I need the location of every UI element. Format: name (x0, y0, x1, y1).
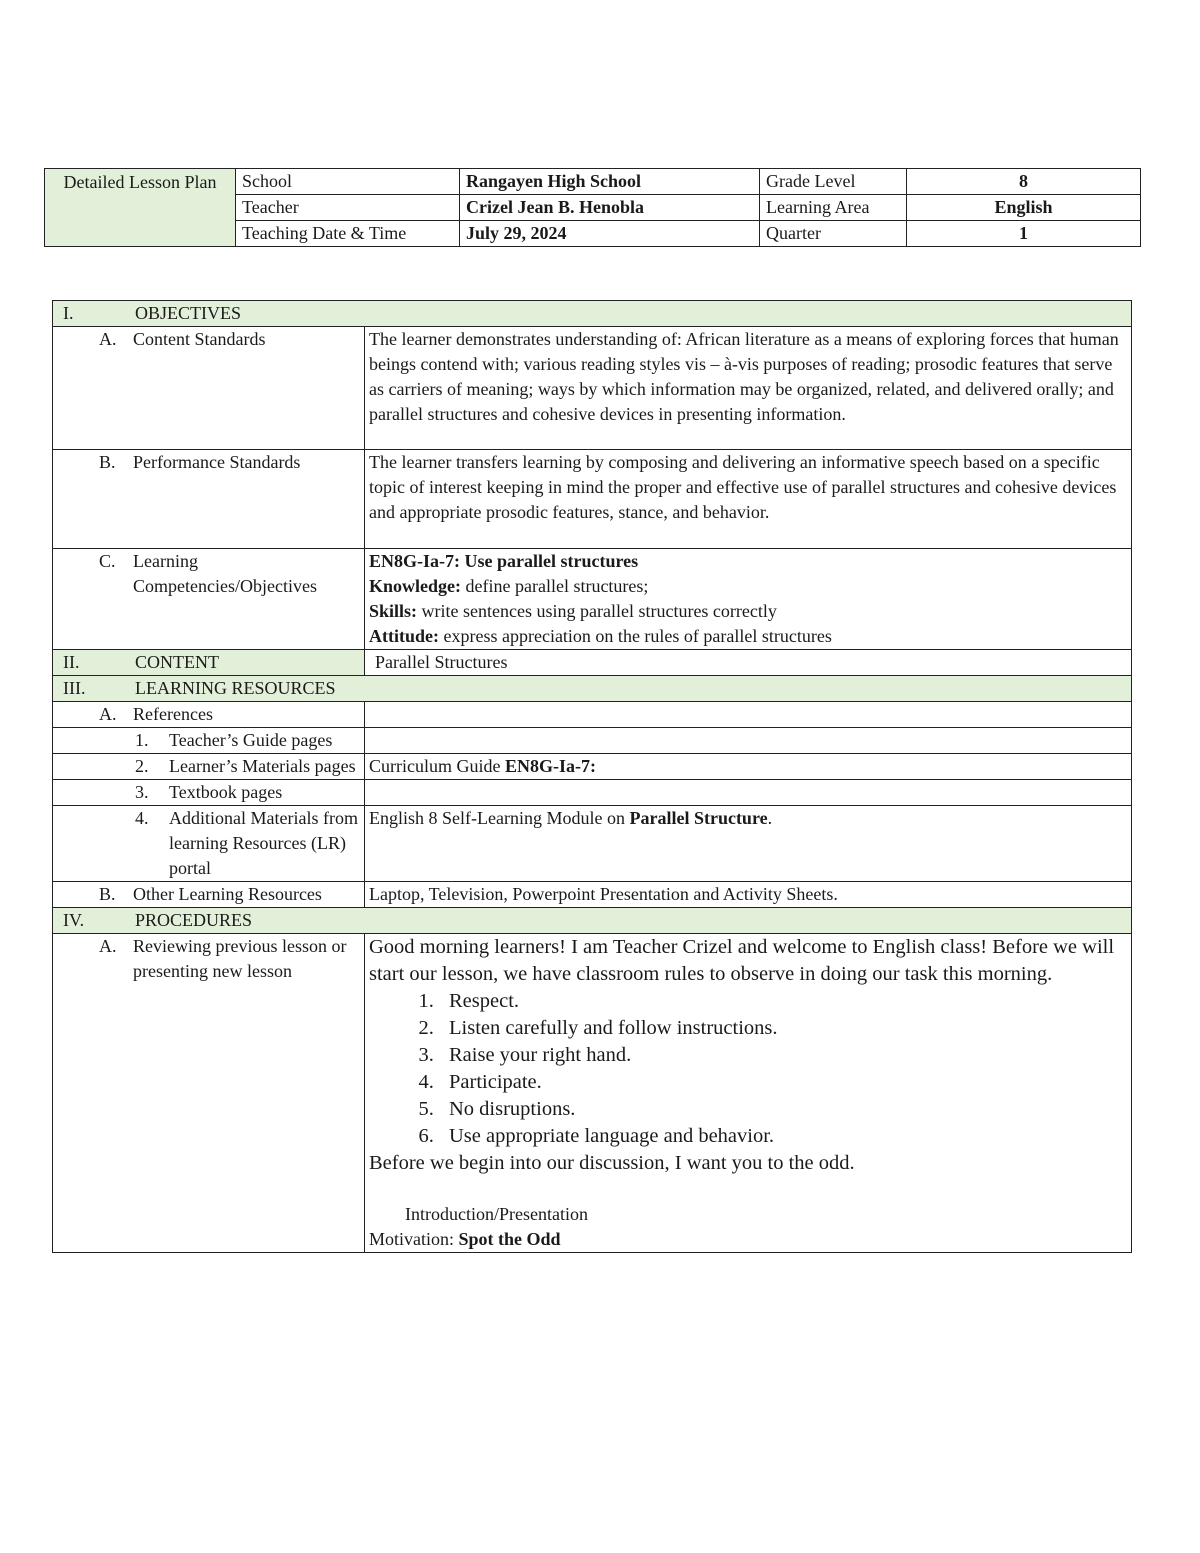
row-label: Textbook pages (169, 782, 283, 802)
phase-label: Introduction/Presentation (405, 1204, 588, 1224)
content-value: Parallel Structures (365, 650, 1132, 676)
row-label: Performance Standards (133, 452, 301, 472)
row-label: Content Standards (133, 329, 266, 349)
row-label: References (133, 704, 213, 724)
competency-code: EN8G-Ia-7: Use parallel structures (369, 551, 639, 571)
knowledge-text: define parallel structures; (461, 576, 649, 596)
quarter-value: 1 (907, 221, 1141, 247)
list-item: 1. Respect. (439, 988, 1127, 1015)
row-label: Additional Materials from learning Resources (LR) portal (169, 808, 358, 878)
teacher-label: Teacher (236, 195, 460, 221)
content-standards-row: A. Content Standards The learner demonstrates understanding of: African literature as a means of exploring forces that human beings contend with; various reading styles vis – à-vis purposes of reading; prosodic features that serve as carriers of meaning; ways by which information may be organized, related, and delivered orally; and parallel structures and cohesive devices in presenting information. (53, 327, 1132, 450)
grade-level-value: 8 (907, 169, 1141, 195)
motivation-line: Motivation: Spot the Odd (369, 1229, 561, 1249)
additional-materials-row: 4. Additional Materials from learning Resources (LR) portal English 8 Self-Learning Module on Parallel Structure. (53, 806, 1132, 882)
row-label: Learning Competencies/Objectives (133, 551, 317, 596)
textbook-row: 3. Textbook pages (53, 780, 1132, 806)
competencies-row: C. Learning Competencies/Objectives EN8G-Ia-7: Use parallel structures Knowledge: define parallel structures; Skills: write sentences using parallel structures correctly Attitude: express appreciation on the rules of parallel structures (53, 549, 1132, 650)
grade-level-label: Grade Level (760, 169, 907, 195)
reviewing-lesson-row: A. Reviewing previous lesson or presenting new lesson Good morning learners! I am Teacher Crizel and welcome to English class! Before we will start our lesson, we have classroom rules to observe in doing our task this morning. 1. Respect. 2. Listen carefully and follow instructions. 3. Raise your right hand. 4. Participate. 5. No disruptions. 6. Use appropriate language and behavior. Before we begin into our discussion, I want you to the odd. Introduction/Presentation Motivation: Spot the Odd (53, 934, 1132, 1253)
section-learning-resources: III. LEARNING RESOURCES (53, 676, 1132, 702)
learning-area-label: Learning Area (760, 195, 907, 221)
closing-text: Before we begin into our discussion, I want you to the odd. (369, 1152, 855, 1174)
textbook-value (365, 780, 1132, 806)
teacher-value: Crizel Jean B. Henobla (460, 195, 760, 221)
reviewing-lesson-text (365, 934, 1132, 1253)
section-title: LEARNING RESOURCES (135, 678, 336, 698)
list-item: 5. No disruptions. (439, 1096, 1127, 1123)
list-item: 6. Use appropriate language and behavior. (439, 1123, 1127, 1150)
list-item: 4. Participate. (439, 1069, 1127, 1096)
attitude-text: express appreciation on the rules of parallel structures (439, 626, 832, 646)
skills-text: write sentences using parallel structures correctly (417, 601, 777, 621)
other-resources-value: Laptop, Television, Powerpoint Presentation and Activity Sheets. (365, 882, 1132, 908)
additional-materials-value: English 8 Self-Learning Module on Parallel Structure. (365, 806, 1132, 882)
teaching-date-label: Teaching Date & Time (236, 221, 460, 247)
row-label: Learner’s Materials pages (169, 756, 356, 776)
teachers-guide-value (365, 728, 1132, 754)
row-label: Teacher’s Guide pages (169, 730, 333, 750)
header-title: Detailed Lesson Plan (45, 169, 236, 247)
learning-area-value: English (907, 195, 1141, 221)
competencies-text: EN8G-Ia-7: Use parallel structures Knowledge: define parallel structures; Skills: write sentences using parallel structures correctly Attitude: express appreciation on the rules of parallel structures (365, 549, 1132, 650)
row-label: Reviewing previous lesson or presenting new lesson (133, 936, 347, 981)
section-title: OBJECTIVES (135, 303, 242, 323)
teachers-guide-row: 1. Teacher’s Guide pages (53, 728, 1132, 754)
section-objectives: I. OBJECTIVES (53, 301, 1132, 327)
quarter-label: Quarter (760, 221, 907, 247)
performance-standards-text: The learner transfers learning by composing and delivering an informative speech based on a specific topic of interest keeping in mind the proper and effective use of parallel structures and cohesive devices and appropriate prosodic features, stance, and behavior. (365, 450, 1132, 549)
section-title: PROCEDURES (135, 910, 253, 930)
references-row: A. References (53, 702, 1132, 728)
row-label: Other Learning Resources (133, 884, 322, 904)
other-resources-row: B. Other Learning Resources Laptop, Television, Powerpoint Presentation and Activity Sheets. (53, 882, 1132, 908)
section-procedures: IV. PROCEDURES (53, 908, 1132, 934)
list-item: 3. Raise your right hand. (439, 1042, 1127, 1069)
lesson-plan-body (52, 300, 1132, 1253)
list-item: 2. Listen carefully and follow instructions. (439, 1015, 1127, 1042)
learners-materials-value: Curriculum Guide EN8G-Ia-7: (365, 754, 1132, 780)
school-value: Rangayen High School (460, 169, 760, 195)
school-label: School (236, 169, 460, 195)
classroom-rules-list (369, 988, 1127, 1150)
section-title: CONTENT (135, 652, 219, 672)
lesson-plan-header (44, 168, 1141, 247)
performance-standards-row: B. Performance Standards The learner transfers learning by composing and delivering an informative speech based on a specific topic of interest keeping in mind the proper and effective use of parallel structures and cohesive devices and appropriate prosodic features, stance, and behavior. (53, 450, 1132, 549)
motivation-title: Spot the Odd (458, 1229, 561, 1249)
learners-materials-row: 2. Learner’s Materials pages Curriculum Guide EN8G-Ia-7: (53, 754, 1132, 780)
content-standards-text: The learner demonstrates understanding of: African literature as a means of exploring forces that human beings contend with; various reading styles vis – à-vis purposes of reading; prosodic features that serve as carriers of meaning; ways by which information may be organized, related, and delivered orally; and parallel structures and cohesive devices in presenting information. (365, 327, 1132, 450)
greeting-text: Good morning learners! I am Teacher Crizel and welcome to English class! Before we will start our lesson, we have classroom rules to observe in doing our task this morning. (369, 936, 1115, 985)
teaching-date-value: July 29, 2024 (460, 221, 760, 247)
section-content: II. CONTENT Parallel Structures (53, 650, 1132, 676)
